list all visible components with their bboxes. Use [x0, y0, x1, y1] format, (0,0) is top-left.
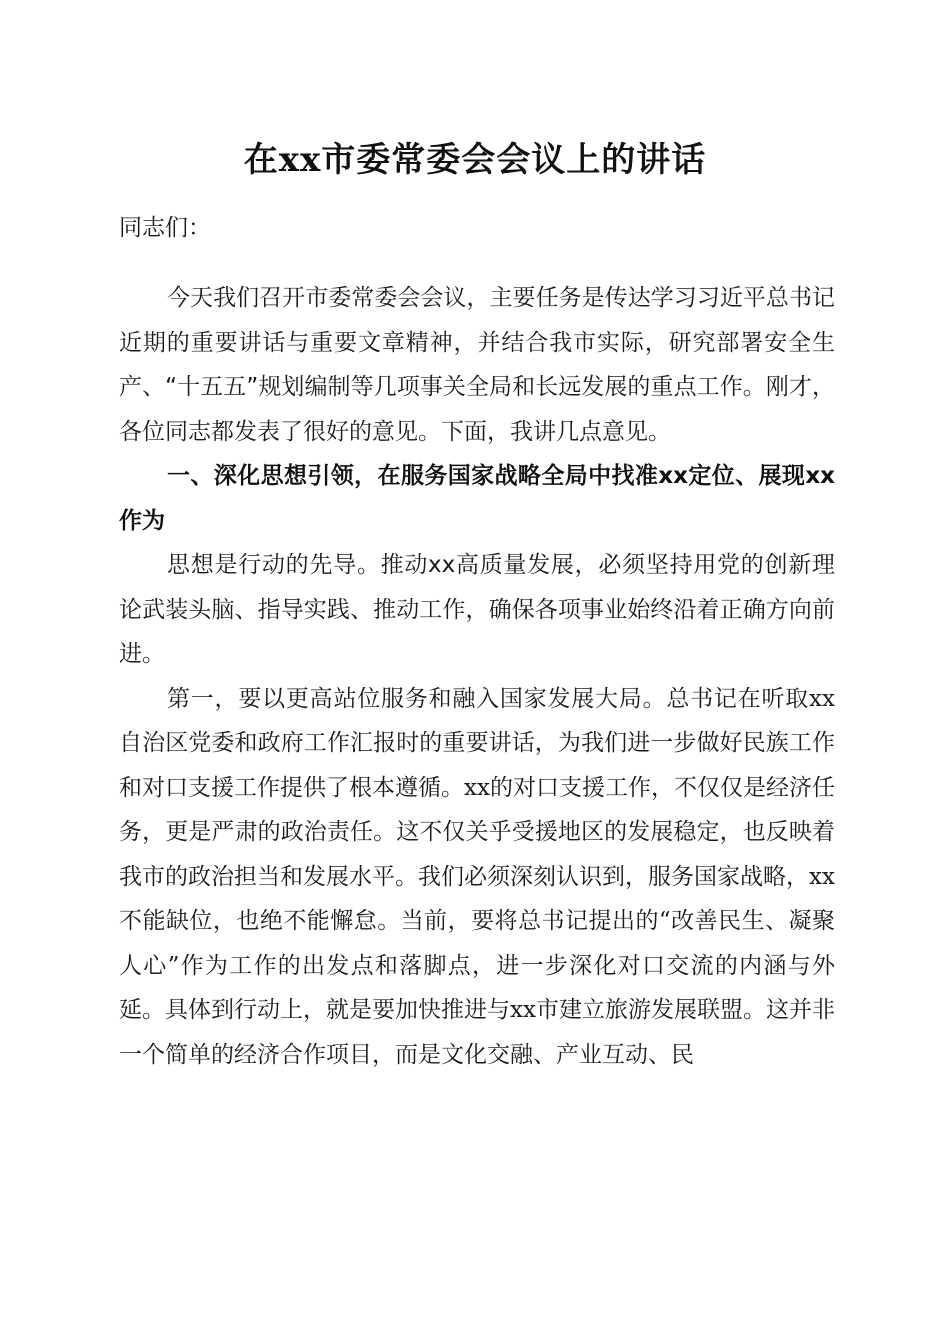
paragraph-intro: 今天我们召开市委常委会会议，主要任务是传达学习习近平总书记近期的重要讲话与重要文章精神，并结合我市实际，研究部署安全生产、“十五五”规划编制等几项事关全局和长远发展的重点工作。刚才，各位同志都发表了很好的意见。下面，我讲几点意见。: [119, 285, 835, 445]
paragraph-first-point: 第一，要以更高站位服务和融入国家发展大局。总书记在听取xx自治区党委和政府工作汇报时的重要讲话，为我们进一步做好民族工作和对口支援工作提供了根本遵循。xx的对口支援工作，不仅仅是经济任务，更是严肃的政治责任。这不仅关乎受援地区的发展稳定，也反映着我市的政治担当和发展水平。我们必须深刻认识到，服务国家战略，xx不能缺位，也绝不能懈怠。当前，要将总书记提出的“改善民生、凝聚人心”作为工作的出发点和落脚点，进一步深化对口交流的内涵与外延。具体到行动上，就是要加快推进与xx市建立旅游发展联盟。这并非一个简单的经济合作项目，而是文化交融、产业互动、民: [119, 685, 835, 1068]
document-body: [119, 276, 835, 1077]
document-title: 在xx市委常委会会议上的讲话: [243, 140, 707, 180]
salutation: 同志们：: [119, 215, 211, 241]
paragraph-thought-guidance: 思想是行动的先导。推动xx高质量发展，必须坚持用党的创新理论武装头脑、指导实践、推动工作，确保各项事业始终沿着正确方向前进。: [119, 552, 835, 667]
section-heading-1: 一、深化思想引领，在服务国家战略全局中找准xx定位、展现xx作为: [119, 463, 835, 534]
